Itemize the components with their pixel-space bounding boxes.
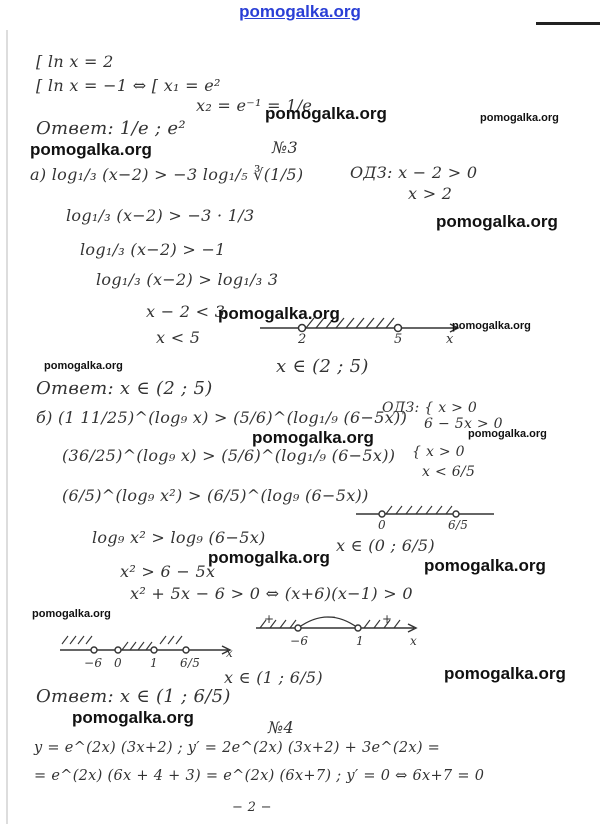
watermark: pomogalka.org <box>30 140 152 159</box>
page-number: − 2 − <box>232 800 272 815</box>
nl3-label-1: 1 <box>356 634 364 648</box>
solution-b: x ∈ (1 ; 6/5) <box>224 668 323 687</box>
left-margin-line <box>6 30 8 824</box>
nl3-sign-minus: − <box>326 610 337 624</box>
nl4-label-65: 6/5 <box>180 656 201 670</box>
watermark: pomogalka.org <box>480 112 559 124</box>
nl2-label-0: 0 <box>378 518 386 532</box>
odz-a-1: ОДЗ: x − 2 > 0 <box>350 163 478 182</box>
watermark: pomogalka.org <box>252 428 374 447</box>
answer-1: Ответ: 1/e ; e² <box>36 118 186 139</box>
top-divider <box>536 22 600 25</box>
line-b-2: (36/25)^(log₉ x) > (5/6)^(log₁/₉ (6−5x)) <box>62 446 396 465</box>
line-a-3: log₁/₃ (x−2) > −1 <box>80 240 226 259</box>
nl1-label-5: 5 <box>394 332 403 347</box>
line-ln-2b: x₂ = e⁻¹ = 1/e <box>196 96 313 115</box>
header-site-link[interactable]: pomogalka.org <box>239 2 361 21</box>
line-4-1: y = e^(2x) (3x+2) ; y′ = 2e^(2x) (3x+2) + 3e^(2x) = <box>34 740 441 756</box>
line-b-6: x² + 5x − 6 > 0 ⇔ (x+6)(x−1) > 0 <box>130 584 413 603</box>
nl4-label-x: x <box>226 646 234 660</box>
nl3-sign-plus-2: + <box>382 612 393 626</box>
nl1-label-x: x <box>446 332 454 347</box>
line-4-2: = e^(2x) (6x + 4 + 3) = e^(2x) (6x+7) ; y′ = 0 ⇔ 6x+7 = 0 <box>34 768 485 784</box>
line-b-5: x² > 6 − 5x <box>120 562 216 581</box>
watermark: pomogalka.org <box>218 304 340 323</box>
odz-b-3: { x > 0 <box>412 444 465 460</box>
line-a-6: x < 5 <box>156 328 201 347</box>
answer-b: Ответ: x ∈ (1 ; 6/5) <box>36 686 231 707</box>
number-line-3 <box>252 608 422 642</box>
odz-b-2: 6 − 5x > 0 <box>424 416 503 432</box>
line-a-2: log₁/₃ (x−2) > −3 · 1/3 <box>66 206 255 225</box>
line-b-4: log₉ x² > log₉ (6−5x) <box>92 528 266 547</box>
number-line-2 <box>352 502 502 526</box>
watermark: pomogalka.org <box>72 708 194 727</box>
watermark: pomogalka.org <box>452 320 531 332</box>
watermark: pomogalka.org <box>444 664 566 683</box>
watermark: pomogalka.org <box>208 548 330 567</box>
line-ln-1: [ ln x = 2 <box>36 52 114 71</box>
solution-b-odz: x ∈ (0 ; 6/5) <box>336 536 435 555</box>
task-number-3: №3 <box>272 138 298 157</box>
solution-a: x ∈ (2 ; 5) <box>276 356 369 377</box>
line-a-1: а) log₁/₃ (x−2) > −3 log₁/₅ ∛(1/5) <box>30 165 304 184</box>
task-number-4: №4 <box>268 718 294 737</box>
watermark: pomogalka.org <box>265 104 387 123</box>
line-ln-2: [ ln x = −1 ⇔ [ x₁ = e² <box>36 76 221 95</box>
odz-b-4: x < 6/5 <box>422 464 476 480</box>
nl2-label-65: 6/5 <box>448 518 469 532</box>
nl4-label-1: 1 <box>150 656 158 670</box>
watermark: pomogalka.org <box>424 556 546 575</box>
number-line-4 <box>56 628 236 658</box>
watermark: pomogalka.org <box>44 360 123 372</box>
watermark: pomogalka.org <box>468 428 547 440</box>
watermark: pomogalka.org <box>32 608 111 620</box>
nl3-label-m6: −6 <box>290 634 309 648</box>
line-b-3: (6/5)^(log₉ x²) > (6/5)^(log₉ (6−5x)) <box>62 486 369 505</box>
nl4-label-m6: −6 <box>84 656 103 670</box>
watermark: pomogalka.org <box>436 212 558 231</box>
odz-b-1: ОДЗ: { x > 0 <box>382 400 478 416</box>
line-a-5: x − 2 < 3 <box>146 302 226 321</box>
line-a-4: log₁/₃ (x−2) > log₁/₃ 3 <box>96 270 279 289</box>
nl1-label-2: 2 <box>298 332 307 347</box>
nl4-label-0: 0 <box>114 656 122 670</box>
nl3-sign-plus-1: + <box>264 612 275 626</box>
answer-a: Ответ: x ∈ (2 ; 5) <box>36 378 213 399</box>
line-b-1: б) (1 11/25)^(log₉ x) > (5/6)^(log₁/₉ (6−5x)) <box>36 408 408 427</box>
nl3-label-x: x <box>410 634 418 648</box>
odz-a-2: x > 2 <box>408 184 453 203</box>
